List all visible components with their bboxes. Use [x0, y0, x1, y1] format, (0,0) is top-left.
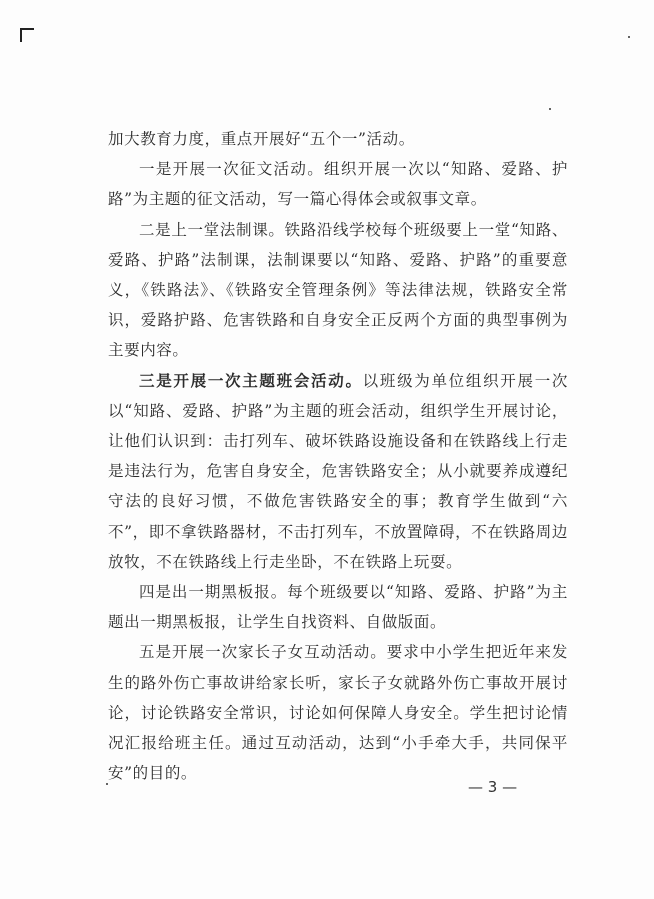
paragraph-essay-activity: 一是开展一次征文活动。组织开展一次以“知路、爱路、护路”为主题的征文活动，写一篇心得体会或叙事文章。: [108, 160, 568, 209]
paragraph-blackboard: 四是出一期黑板报。每个班级要以“知路、爱路、护路”为主题出一期黑板报，让学生自找资料、自做版面。: [108, 583, 568, 632]
paragraph-class-meeting-text: 以班级为单位组织开展一次以“知路、爱路、护路”为主题的班会活动，组织学生开展讨论，让他们认识到：击打列车、破坏铁路设施设备和在铁路线上行走是违法行为，危害自身安全，危害铁路安全；从小就要养成遵纪守法的良好习惯，不做危害铁路安全的事；教育学生做到“六不”，即不拿铁路器材，不击打列车，不放置障碍，不在铁路周边放牧，不在铁路线上行走坐卧，不在铁路上玩耍。: [108, 371, 568, 571]
scan-speck: [549, 108, 551, 110]
paragraph-intro: 加大教育力度，重点开展好“五个一”活动。: [108, 130, 415, 148]
page-number: — 3 —: [468, 778, 518, 796]
paragraph-law-class: 二是上一堂法制课。铁路沿线学校每个班级要上一堂“知路、爱路、护路”法制课，法制课要以“知路、爱路、护路”的重要意义，《铁路法》、《铁路安全管理条例》等法律法规，铁路安全常识，爱路护路、危害铁路和自身安全正反两个方面的典型事例为主要内容。: [108, 220, 568, 360]
document-body: [108, 124, 568, 788]
paragraph-parent-child: 五是开展一次家长子女互动活动。要求中小学生把近年来发生的路外伤亡事故讲给家长听，家长子女就路外伤亡事故开展讨论，讨论铁路安全常识，讨论如何保障人身安全。学生把讨论情况汇报给班主任。通过互动活动，达到“小手牵大手，共同保平安”的目的。: [108, 643, 568, 783]
scan-speck: [628, 36, 630, 38]
corner-crop-mark: [20, 28, 34, 42]
paragraph-class-meeting: [108, 366, 568, 577]
paragraph-class-meeting-lead: 三是开展一次主题班会活动。: [139, 370, 363, 390]
